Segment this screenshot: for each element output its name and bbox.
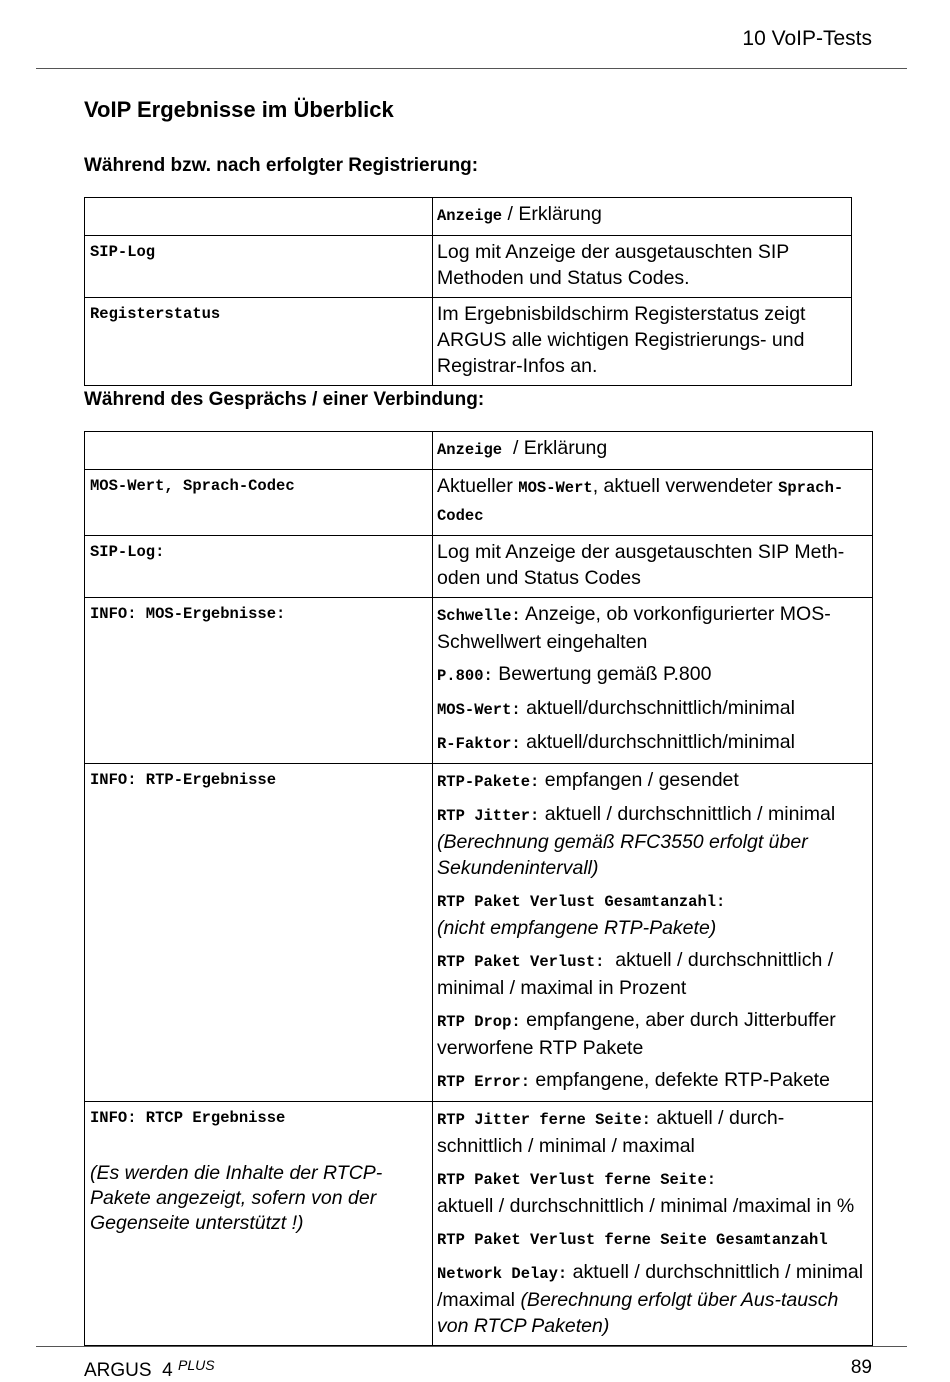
- row-name: INFO: RTP-Ergebnisse: [85, 764, 433, 1102]
- desc-key: MOS-Wert: [518, 479, 593, 497]
- list-item: [437, 1165, 868, 1219]
- table-header-row: [85, 198, 852, 236]
- item-note: (Berechnung gemäß RFC3550 erfolgt über Sekundenintervall): [437, 831, 808, 879]
- item-text: aktuell / durchschnittlich / minimal / maximal in Prozent: [437, 949, 839, 999]
- header-label-rest: / Erklärung: [502, 203, 602, 225]
- list-item: [437, 661, 868, 689]
- list-item: [437, 801, 868, 881]
- row-desc: Log mit Anzeige der ausgetauschten SIP Meth-oden und Status Codes: [433, 536, 873, 598]
- item-key: RTP Paket Verlust ferne Seite:: [437, 1171, 717, 1189]
- section1-heading: Während bzw. nach erfolgter Registrierung:: [84, 155, 479, 176]
- section2-heading: Während des Gesprächs / einer Verbindung:: [84, 389, 485, 410]
- registration-table: [84, 197, 852, 386]
- item-text: aktuell / durchschnittlich / minimal: [539, 803, 836, 825]
- item-key: Schwelle:: [437, 607, 521, 625]
- desc-text: , aktuell verwendeter: [592, 475, 779, 497]
- row-name: Registerstatus: [85, 298, 433, 386]
- header-rule: [36, 68, 907, 69]
- item-key: RTP Paket Verlust:: [437, 953, 605, 971]
- list-item: [437, 601, 868, 655]
- item-key: RTP Jitter ferne Seite:: [437, 1111, 651, 1129]
- row-name: INFO: MOS-Ergebnisse:: [85, 598, 433, 764]
- item-key: RTP Paket Verlust ferne Seite Gesamtanzahl: [437, 1231, 828, 1249]
- header-cell: [433, 432, 873, 470]
- list-item: [437, 887, 868, 941]
- item-key: RTP-Pakete:: [437, 773, 540, 791]
- table-row-siplog: [85, 536, 873, 598]
- row-name: SIP-Log: [85, 236, 433, 298]
- row-desc: [433, 764, 873, 1102]
- header-label-mono: Anzeige: [437, 441, 503, 459]
- page-number: 89: [850, 1357, 872, 1378]
- item-text: empfangene, aber durch Jitterbuffer verworfene RTP Pakete: [437, 1009, 836, 1059]
- item-text: aktuell/durchschnittlich/minimal: [520, 697, 795, 719]
- item-note: (Berechnung erfolgt über Aus-tausch von RTCP Paketen): [437, 1289, 839, 1337]
- list-item: [437, 695, 868, 723]
- table-row-mos-results: [85, 598, 873, 764]
- header-empty-cell: [85, 432, 433, 470]
- item-key: RTP Paket Verlust Gesamtanzahl:: [437, 893, 726, 911]
- table-row-rtp-results: [85, 764, 873, 1102]
- item-text: Bewertung gemäß P.800: [492, 663, 712, 685]
- row-name: MOS-Wert, Sprach-Codec: [85, 470, 433, 536]
- header-label-rest: / Erklärung: [502, 437, 608, 459]
- item-text: aktuell / durchschnittlich / minimal /maximal in %: [437, 1195, 855, 1217]
- row-note: (Es werden die Inhalte der RTCP-Pakete angezeigt, sofern von der Gegenseite unterstützt !): [90, 1162, 383, 1234]
- row-desc: [433, 1102, 873, 1346]
- item-text: Anzeige, ob vorkonfigurierter MOS-Schwellwert eingehalten: [437, 603, 831, 653]
- item-key: RTP Error:: [437, 1073, 531, 1091]
- item-text: aktuell/durchschnittlich/minimal: [520, 731, 795, 753]
- row-name: INFO: RTCP Ergebnisse: [90, 1109, 286, 1127]
- header-label-mono: Anzeige: [437, 207, 503, 225]
- item-key: RTP Jitter:: [437, 807, 540, 825]
- table-row: [85, 298, 852, 386]
- row-name: SIP-Log:: [85, 536, 433, 598]
- call-table: [84, 431, 873, 1346]
- page-title: VoIP Ergebnisse im Überblick: [84, 97, 394, 122]
- item-key: P.800:: [437, 667, 493, 685]
- item-text: aktuell / durch-schnittlich / minimal / maximal: [437, 1107, 785, 1157]
- footer-rule: [36, 1346, 907, 1347]
- list-item: [437, 767, 868, 795]
- list-item: [437, 1105, 868, 1159]
- item-text: empfangene, defekte RTP-Pakete: [530, 1069, 830, 1091]
- item-note: (nicht empfangene RTP-Pakete): [437, 917, 717, 939]
- row-desc: Log mit Anzeige der ausgetauschten SIP Methoden und Status Codes.: [433, 236, 852, 298]
- item-key: R-Faktor:: [437, 735, 521, 753]
- table-header-row: [85, 432, 873, 470]
- item-key: MOS-Wert:: [437, 701, 521, 719]
- list-item: [437, 1007, 868, 1061]
- desc-key: Sprach-Codec: [437, 479, 844, 525]
- table-row: [85, 236, 852, 298]
- product-superscript: PLUS: [177, 1357, 215, 1373]
- item-key: RTP Drop:: [437, 1013, 521, 1031]
- item-text: aktuell / durchschnittlich / minimal /maximal: [437, 1261, 864, 1311]
- header-empty-cell: [85, 198, 433, 236]
- row-desc: Im Ergebnisbildschirm Registerstatus zeigt ARGUS alle wichtigen Registrierungs- und Registrar-Infos an.: [433, 298, 852, 386]
- footer-product: [84, 1357, 215, 1382]
- row-desc: [433, 598, 873, 764]
- row-desc: [433, 470, 873, 536]
- item-text: empfangen / gesendet: [539, 769, 739, 791]
- row-name-cell: [85, 1102, 433, 1346]
- list-item: [437, 1225, 868, 1253]
- list-item: [437, 729, 868, 757]
- header-cell: [433, 198, 852, 236]
- list-item: [437, 1259, 868, 1339]
- table-row-rtcp-results: [85, 1102, 873, 1346]
- item-key: Network Delay:: [437, 1265, 568, 1283]
- product-name: ARGUS 4: [84, 1360, 173, 1381]
- list-item: [437, 1067, 868, 1095]
- desc-text: Aktueller: [437, 475, 519, 497]
- list-item: [437, 947, 868, 1001]
- chapter-header: 10 VoIP-Tests: [742, 27, 872, 50]
- table-row-mos: [85, 470, 873, 536]
